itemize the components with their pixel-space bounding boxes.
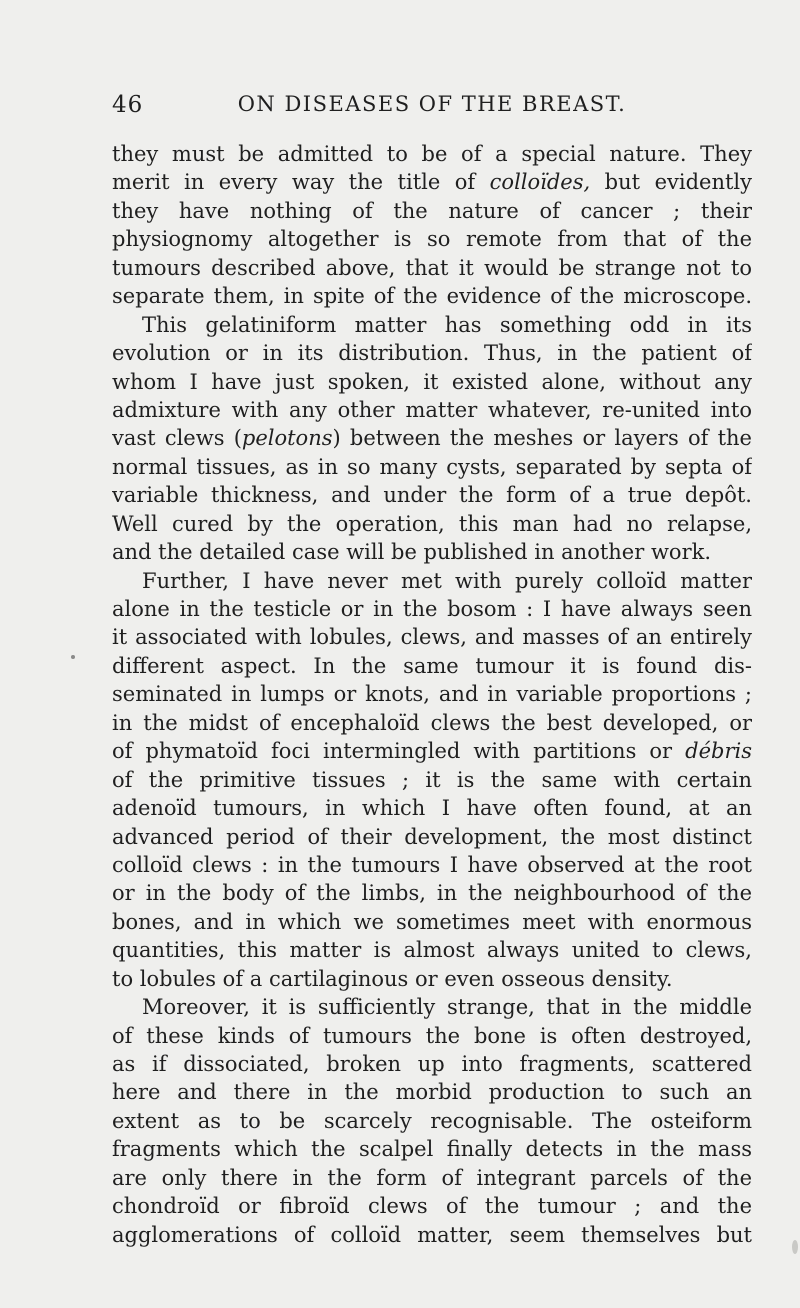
text-line bbox=[112, 1022, 752, 1050]
text-segment: tumours described above, that it would be strange not to bbox=[112, 255, 752, 280]
italic-term: colloïdes, bbox=[489, 170, 591, 195]
text-segment: merit in every way the title of bbox=[112, 170, 490, 195]
text-line bbox=[112, 254, 752, 282]
text-line bbox=[112, 1135, 752, 1163]
text-line bbox=[112, 709, 752, 737]
text-segment: colloïd clews : in the tumours I have observed at the root bbox=[112, 852, 752, 877]
text-segment: admixture with any other matter whatever, re-united into bbox=[112, 397, 752, 422]
text-line bbox=[112, 766, 752, 794]
text-line bbox=[112, 339, 752, 367]
text-line bbox=[112, 965, 752, 993]
text-segment: physiognomy altogether is so remote from that of the bbox=[112, 227, 752, 252]
text-segment: but evidently bbox=[590, 170, 752, 195]
text-segment: different aspect. In the same tumour it is found dis- bbox=[112, 653, 752, 678]
text-segment: separate them, in spite of the evidence of the microscope. bbox=[112, 284, 752, 309]
text-segment: extent as to be scarcely recognisable. The osteiform bbox=[112, 1108, 752, 1133]
text-segment: here and there in the morbid production to such an bbox=[112, 1080, 752, 1105]
text-segment: to lobules of a cartilaginous or even osseous density. bbox=[112, 966, 673, 991]
text-line bbox=[112, 595, 752, 623]
text-segment: evolution or in its distribution. Thus, in the patient of bbox=[112, 341, 752, 366]
text-line bbox=[112, 140, 752, 168]
text-segment: This gelatiniform matter has something odd in its bbox=[142, 312, 752, 337]
text-line bbox=[112, 823, 752, 851]
text-line bbox=[112, 1192, 752, 1220]
text-line bbox=[112, 453, 752, 481]
text-line bbox=[112, 737, 752, 765]
text-line bbox=[112, 680, 752, 708]
text-segment: normal tissues, as in so many cysts, separated by septa of bbox=[112, 454, 752, 479]
text-segment: they have nothing of the nature of cancer ; their bbox=[112, 198, 752, 223]
text-segment: adenoïd tumours, in which I have often found, at an bbox=[112, 796, 752, 821]
text-segment: in the midst of encephaloïd clews the best developed, or bbox=[112, 710, 752, 735]
text-line bbox=[112, 396, 752, 424]
text-segment: agglomerations of colloïd matter, seem themselves but bbox=[112, 1222, 752, 1247]
text-line bbox=[112, 851, 752, 879]
text-segment: and the detailed case will be published in another work. bbox=[112, 540, 712, 565]
text-segment: bones, and in which we sometimes meet with enormous bbox=[112, 909, 752, 934]
paper-speck bbox=[792, 1240, 798, 1254]
text-segment: ) between the meshes or layers of the bbox=[332, 426, 752, 451]
text-line bbox=[112, 168, 752, 196]
body-text bbox=[112, 140, 752, 1249]
text-segment: alone in the testicle or in the bosom : I have always seen bbox=[112, 597, 752, 621]
text-line bbox=[112, 623, 752, 651]
italic-term: débris bbox=[685, 739, 752, 764]
text-segment: they must be admitted to be of a special nature. They bbox=[112, 142, 752, 166]
text-line bbox=[112, 282, 752, 310]
text-line bbox=[112, 538, 752, 566]
text-line bbox=[112, 1107, 752, 1135]
text-segment: seminated in lumps or knots, and in variable proportions ; bbox=[112, 682, 752, 707]
text-line bbox=[112, 311, 752, 339]
text-line bbox=[112, 424, 752, 452]
text-segment: chondroïd or fibroïd clews of the tumour ; and the bbox=[112, 1194, 752, 1219]
text-line bbox=[112, 481, 752, 509]
text-segment: it associated with lobules, clews, and masses of an entirely bbox=[112, 625, 752, 650]
text-line bbox=[112, 1050, 752, 1078]
text-segment: variable thickness, and under the form of a true depôt. bbox=[112, 483, 752, 508]
text-segment: of the primitive tissues ; it is the same with certain bbox=[112, 767, 752, 792]
text-line bbox=[112, 993, 752, 1021]
text-line bbox=[112, 225, 752, 253]
text-segment: are only there in the form of integrant parcels of the bbox=[112, 1165, 752, 1190]
italic-term: pelotons bbox=[241, 426, 333, 451]
text-segment: whom I have just spoken, it existed alone, without any bbox=[112, 369, 752, 394]
text-line bbox=[112, 652, 752, 680]
text-segment: Further, I have never met with purely colloïd matter bbox=[142, 568, 752, 593]
text-line bbox=[112, 1078, 752, 1106]
page-number: 46 bbox=[112, 92, 144, 118]
running-head bbox=[112, 92, 752, 122]
text-line bbox=[112, 368, 752, 396]
text-segment: Well cured by the operation, this man had no relapse, bbox=[112, 511, 752, 536]
text-line bbox=[112, 794, 752, 822]
text-line bbox=[112, 908, 752, 936]
text-segment: of phymatoïd foci intermingled with partitions or bbox=[112, 739, 686, 764]
text-line bbox=[112, 879, 752, 907]
text-line bbox=[112, 1164, 752, 1192]
text-segment: Moreover, it is sufficiently strange, that in the middle bbox=[142, 995, 752, 1020]
text-segment: fragments which the scalpel finally detects in the mass bbox=[112, 1137, 752, 1162]
text-segment: of these kinds of tumours the bone is often destroyed, bbox=[112, 1023, 752, 1048]
text-segment: quantities, this matter is almost always united to clews, bbox=[112, 938, 752, 963]
text-line bbox=[112, 197, 752, 225]
text-line bbox=[112, 510, 752, 538]
text-segment: as if dissociated, broken up into fragments, scattered bbox=[112, 1052, 752, 1076]
text-segment: vast clews ( bbox=[112, 426, 242, 451]
text-line bbox=[112, 1221, 752, 1249]
text-line bbox=[112, 936, 752, 964]
paper-speck bbox=[71, 655, 75, 659]
text-segment: or in the body of the limbs, in the neighbourhood of the bbox=[112, 881, 752, 906]
text-line bbox=[112, 567, 752, 595]
text-segment: advanced period of their development, the most distinct bbox=[112, 824, 752, 849]
book-title: ON DISEASES OF THE BREAST. bbox=[237, 92, 627, 116]
